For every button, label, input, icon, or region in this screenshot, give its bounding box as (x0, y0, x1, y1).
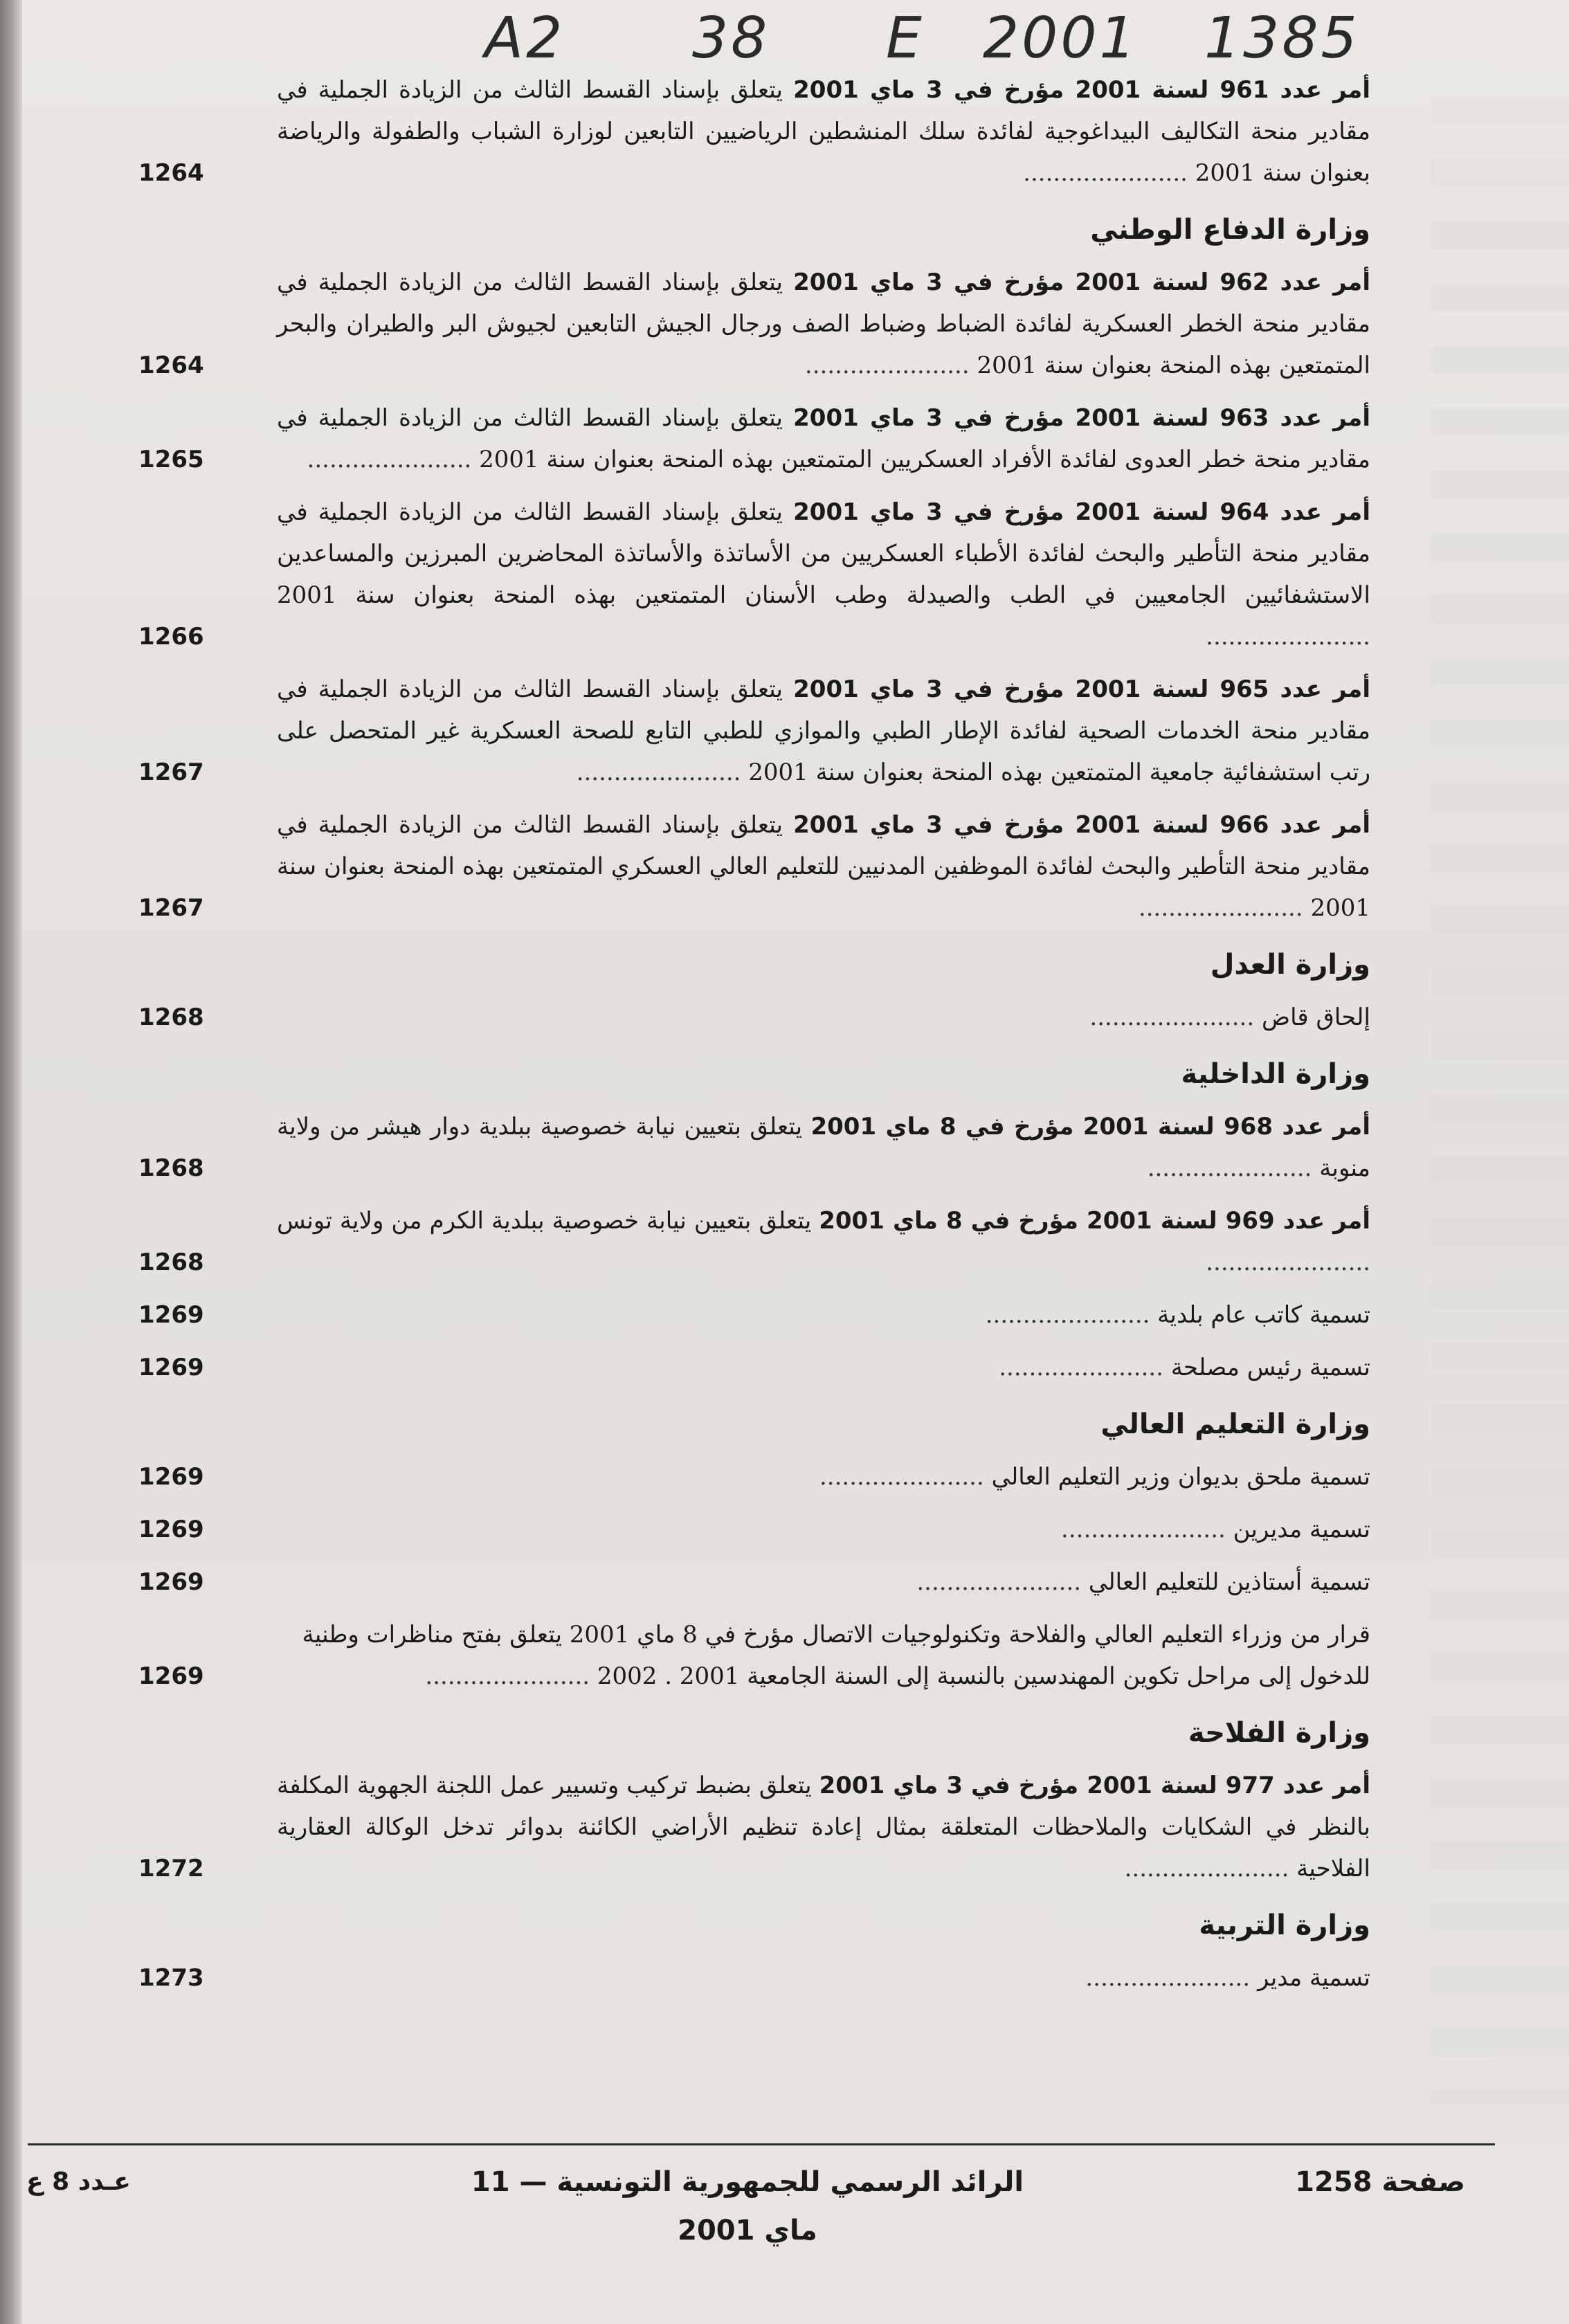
toc-entry[interactable] (138, 1561, 1370, 1603)
entry-page-number: 1273 (138, 1964, 204, 1992)
entry-description: إلحاق قاض (1261, 1004, 1370, 1031)
entry-description: قرار من وزراء التعليم العالي والفلاحة وتكنولوجيات الاتصال مؤرخ في 8 ماي 2001 يتعلق بفتح مناظرات وطنية للدخول إلى مراحل تكوين المهندسين بالنسبة إلى السنة الجامعية 2001 . 2002 (302, 1621, 1370, 1690)
entry-description: تسمية كاتب عام بلدية (1157, 1301, 1370, 1329)
entry-page-number: 1268 (138, 1004, 204, 1031)
toc-entry[interactable] (138, 262, 1370, 386)
entry-text (249, 1957, 1370, 1999)
toc-entry[interactable] (138, 1957, 1370, 1999)
binding-edge (0, 0, 22, 2324)
entry-page-number: 1266 (138, 623, 204, 651)
section-title: وزارة الداخلية (1181, 1058, 1370, 1090)
entry-page-number: 1264 (138, 159, 204, 187)
leader-dots: ...................... (1061, 1516, 1233, 1543)
entry-text (249, 1509, 1370, 1550)
entry-description: تسمية أستاذين للتعليم العالي (1088, 1568, 1370, 1596)
entry-text (249, 1561, 1370, 1603)
entry-lead: أمر عدد 969 لسنة 2001 مؤرخ في 8 ماي 2001 (819, 1207, 1370, 1235)
handwritten-annotation (484, 6, 1384, 71)
leader-dots: ...................... (1124, 1855, 1297, 1882)
toc-entry[interactable] (138, 997, 1370, 1038)
leader-dots: ...................... (985, 1301, 1158, 1329)
entry-description: تسمية ملحق بديوان وزير التعليم العالي (991, 1463, 1370, 1491)
section-title: وزارة العدل (1210, 949, 1370, 981)
entry-lead: أمر عدد 977 لسنة 2001 مؤرخ في 3 ماي 2001 (819, 1772, 1371, 1799)
toc-entry[interactable] (138, 1765, 1370, 1889)
toc-entry[interactable] (138, 1347, 1370, 1388)
entry-text (249, 804, 1370, 929)
table-of-contents (138, 69, 1370, 2010)
leader-dots: ...................... (1147, 1154, 1320, 1182)
annotation-number: 38 (692, 6, 770, 71)
toc-entry[interactable] (138, 491, 1370, 657)
entry-page-number: 1269 (138, 1463, 204, 1491)
entry-lead: أمر عدد 961 لسنة 2001 مؤرخ في 3 ماي 2001 (793, 76, 1370, 104)
entry-text (249, 1614, 1370, 1697)
entry-description: يتعلق بإسناد القسط الثالث من الزيادة الجملية في مقادير منحة التأطير والبحث لفائدة الموظفين المدنيين للتعليم العالي العسكري المتمتعين بهذه المنحة بعنوان سنة 2001 (277, 811, 1370, 922)
leader-dots: ...................... (1089, 1004, 1262, 1031)
entry-description: تسمية مدير (1257, 1964, 1370, 1992)
entry-description: يتعلق بتعيين نيابة خصوصية ببلدية دوار هيشر من ولاية منوبة (277, 1113, 1370, 1182)
entry-text (249, 997, 1370, 1038)
entry-text (249, 397, 1370, 480)
entry-description: تسمية مديرين (1233, 1516, 1370, 1543)
entry-page-number: 1267 (138, 894, 204, 922)
entry-text (249, 1200, 1370, 1283)
entry-text (249, 1347, 1370, 1388)
entry-text (249, 262, 1370, 386)
entry-page-number: 1269 (138, 1662, 204, 1690)
entry-lead: أمر عدد 968 لسنة 2001 مؤرخ في 8 ماي 2001 (810, 1113, 1370, 1141)
entry-page-number: 1272 (138, 1855, 204, 1882)
section-title: وزارة الفلاحة (1188, 1717, 1370, 1749)
entry-text (249, 1106, 1370, 1189)
annotation-year: 2001 (983, 6, 1139, 71)
entry-page-number: 1269 (138, 1301, 204, 1329)
entry-page-number: 1264 (138, 352, 204, 379)
entry-page-number: 1269 (138, 1354, 204, 1381)
footer-page-number: صفحة 1258 (1295, 2166, 1465, 2198)
toc-entry[interactable] (138, 397, 1370, 480)
toc-entry[interactable] (138, 1294, 1370, 1336)
entry-page-number: 1267 (138, 759, 204, 786)
section-title: وزارة الدفاع الوطني (1090, 214, 1370, 246)
entry-description: يتعلق بإسناد القسط الثالث من الزيادة الجملية في مقادير منحة خطر العدوى لفائدة الأفراد العسكريين المتمتعين بهذه المنحة بعنوان سنة 2001 (277, 404, 1370, 473)
toc-entry[interactable] (138, 1614, 1370, 1697)
toc-entry[interactable] (138, 1200, 1370, 1283)
entry-description: يتعلق بتعيين نيابة خصوصية ببلدية الكرم من ولاية تونس (277, 1207, 819, 1235)
section-title: وزارة التعليم العالي (1100, 1408, 1370, 1440)
entry-lead: أمر عدد 964 لسنة 2001 مؤرخ في 3 ماي 2001 (793, 498, 1370, 526)
footer-journal-title: الرائد الرسمي للجمهورية التونسية — 11 ماي 2001 (471, 2166, 1024, 2246)
entry-description: يتعلق بإسناد القسط الثالث من الزيادة الجملية في مقادير منحة التأطير والبحث لفائدة الأطباء العسكريين من الأساتذة والأساتذة المحاضرين المبرزين والمساعدين الاستشفائيين الجامعيين في الطب والصيدلة وطب الأسنان المتمتعين بهذه المنحة بعنوان سنة 2001 (277, 498, 1370, 609)
entry-description: يتعلق بضبط تركيب وتسيير عمل اللجنة الجهوية المكلفة بالنظر في الشكايات والملاحظات المتعلقة بمثال إعادة تنظيم الأراضي الكائنة بدوائر تدخل الوكالة العقارية الفلاحية (277, 1772, 1370, 1882)
toc-entry[interactable] (138, 804, 1370, 929)
leader-dots: ...................... (307, 446, 480, 473)
toc-entry[interactable] (138, 1106, 1370, 1189)
entry-page-number: 1269 (138, 1568, 204, 1596)
leader-dots: ...................... (1085, 1964, 1258, 1992)
entry-text (249, 669, 1370, 793)
entry-lead: أمر عدد 965 لسنة 2001 مؤرخ في 3 ماي 2001 (793, 675, 1370, 703)
entry-page-number: 1269 (138, 1516, 204, 1543)
leader-dots: ...................... (1138, 894, 1311, 922)
leader-dots: ...................... (1023, 159, 1195, 187)
entry-text (249, 1456, 1370, 1498)
leader-dots: ...................... (1206, 623, 1370, 651)
toc-entry[interactable] (138, 69, 1370, 194)
entry-text (249, 491, 1370, 657)
entry-lead: أمر عدد 963 لسنة 2001 مؤرخ في 3 ماي 2001 (793, 404, 1370, 432)
entry-description: يتعلق بإسناد القسط الثالث من الزيادة الجملية في مقادير منحة الخدمات الصحية لفائدة الإطار الطبي والموازي للطبي التابع للصحة العسكرية غير المتحصل على رتب استشفائية جامعية المتمتعين بهذه المنحة بعنوان سنة 2001 (277, 675, 1371, 786)
toc-entry[interactable] (138, 1456, 1370, 1498)
leader-dots: ...................... (576, 759, 749, 786)
entry-description: تسمية رئيس مصلحة (1170, 1354, 1370, 1381)
footer-rule (28, 2143, 1495, 2145)
entry-lead: أمر عدد 966 لسنة 2001 مؤرخ في 3 ماي 2001 (793, 811, 1370, 839)
annotation-letter: E (886, 6, 925, 71)
entry-page-number: 1265 (138, 446, 204, 473)
entry-lead: أمر عدد 962 لسنة 2001 مؤرخ في 3 ماي 2001 (793, 269, 1370, 296)
entry-page-number: 1268 (138, 1154, 204, 1182)
page-footer (0, 2158, 1569, 2246)
entry-description: يتعلق بإسناد القسط الثالث من الزيادة الجملية في مقادير منحة الخطر العسكرية لفائدة الضباط وضباط الصف ورجال الجيش التابعين لجيوش البر والطيران والبحر المتمتعين بهذه المنحة بعنوان سنة 2001 (277, 269, 1370, 379)
leader-dots: ...................... (804, 352, 977, 379)
footer-issue-number: عـدد 8 ع (26, 2168, 131, 2196)
toc-entry[interactable] (138, 669, 1370, 793)
section-title: وزارة التربية (1199, 1909, 1370, 1941)
leader-dots: ...................... (1206, 1249, 1370, 1276)
leader-dots: ...................... (819, 1463, 992, 1491)
entry-page-number: 1268 (138, 1249, 204, 1276)
leader-dots: ...................... (425, 1662, 597, 1690)
leader-dots: ...................... (916, 1568, 1089, 1596)
entry-description: يتعلق بإسناد القسط الثالث من الزيادة الجملية في مقادير منحة التكاليف البيداغوجية لفائدة سلك المنشطين الرياضيين التابعين لوزارة الشباب والطفولة والرياضة بعنوان سنة 2001 (277, 76, 1370, 187)
entry-text (249, 1294, 1370, 1336)
bleed-through-shadow (1431, 97, 1569, 2104)
entry-text (249, 69, 1370, 194)
toc-entry[interactable] (138, 1509, 1370, 1550)
entry-text (249, 1765, 1370, 1889)
annotation-id: 1385 (1204, 6, 1360, 71)
leader-dots: ...................... (999, 1354, 1171, 1381)
annotation-series: A2 (484, 6, 565, 71)
